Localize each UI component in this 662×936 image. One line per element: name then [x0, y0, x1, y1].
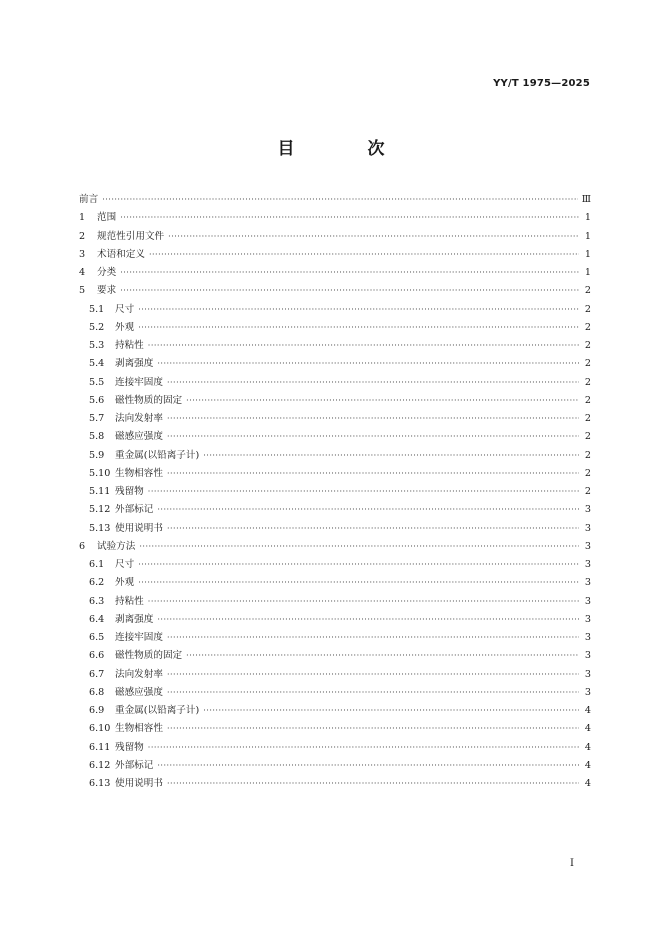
- standard-code: YY/T 1975—2025: [493, 78, 590, 89]
- toc-entry[interactable]: [79, 264, 591, 282]
- toc-entry-page: 3: [584, 577, 591, 589]
- toc-entry-page: Ⅲ: [581, 194, 591, 205]
- toc-entry-number: 5.10: [89, 467, 111, 479]
- toc-entry-page: 2: [584, 340, 591, 351]
- toc-entry[interactable]: [79, 611, 591, 629]
- toc-entry-number: 5.9: [89, 449, 105, 461]
- toc-entry-number: 6.1: [89, 559, 105, 570]
- toc-entry-number: 6: [79, 540, 86, 552]
- toc-entry-label: 试验方法: [97, 540, 136, 552]
- toc-entry-number: 5.4: [89, 358, 105, 370]
- dot-leader: [138, 301, 579, 319]
- dot-leader: [120, 282, 579, 300]
- toc-entry-number: 5.2: [89, 321, 105, 333]
- toc-entry[interactable]: [79, 465, 591, 483]
- page-number: I: [570, 858, 574, 869]
- dot-leader: [157, 611, 579, 629]
- toc-entry-number: 2: [79, 230, 86, 242]
- toc-entry[interactable]: [79, 392, 591, 410]
- dot-leader: [138, 319, 579, 337]
- dot-leader: [148, 593, 579, 611]
- dot-leader: [157, 501, 579, 519]
- toc-entry-number: 6.3: [89, 595, 105, 607]
- toc-entry-label: 生物相容性: [115, 723, 163, 735]
- toc-entry-label: 磁性物质的固定: [115, 394, 183, 406]
- toc-entry-page: 1: [584, 230, 591, 242]
- toc-entry[interactable]: [79, 702, 591, 720]
- toc-entry-label: 术语和定义: [97, 248, 145, 260]
- toc-entry-label: 规范性引用文件: [97, 230, 165, 242]
- toc-entry-page: 3: [584, 668, 591, 680]
- dot-leader: [120, 264, 579, 282]
- dot-leader: [167, 684, 579, 702]
- toc-entry-label: 外部标记: [115, 504, 154, 516]
- toc-entry-label: 连接牢固度: [115, 376, 163, 388]
- toc-entry-label: 外部标记: [115, 759, 154, 771]
- toc-entry[interactable]: [79, 301, 591, 319]
- toc-entry[interactable]: [79, 483, 591, 501]
- toc-entry-page: 3: [584, 686, 591, 698]
- dot-leader: [157, 355, 579, 373]
- toc-entry[interactable]: [79, 720, 591, 738]
- toc-entry[interactable]: [79, 191, 591, 209]
- toc-entry-label: 前言: [79, 194, 99, 205]
- toc-entry[interactable]: [79, 775, 591, 793]
- toc-entry-page: 3: [584, 595, 591, 607]
- dot-leader: [148, 337, 579, 355]
- toc-entry-number: 6.11: [89, 741, 111, 753]
- toc-entry[interactable]: [79, 355, 591, 373]
- dot-leader: [203, 447, 579, 465]
- dot-leader: [167, 720, 579, 738]
- toc-entry[interactable]: [79, 501, 591, 519]
- toc-entry-number: 6.6: [89, 650, 105, 662]
- toc-entry[interactable]: [79, 538, 591, 556]
- toc-entry[interactable]: [79, 209, 591, 227]
- dot-leader: [167, 374, 579, 392]
- toc-entry-label: 剥离强度: [115, 358, 154, 370]
- toc-entry-page: 2: [584, 285, 591, 297]
- toc-entry-page: 2: [584, 413, 591, 424]
- toc-entry-page: 3: [584, 632, 591, 643]
- toc-entry[interactable]: [79, 374, 591, 392]
- toc-entry[interactable]: [79, 447, 591, 465]
- toc-entry-number: 5.6: [89, 394, 105, 406]
- toc-entry-label: 持粘性: [115, 340, 144, 351]
- toc-entry-page: 1: [584, 267, 591, 278]
- dot-leader: [167, 428, 579, 446]
- toc-entry-label: 法向发射率: [115, 668, 163, 680]
- toc-entry-page: 1: [584, 248, 591, 260]
- dot-leader: [139, 538, 579, 556]
- dot-leader: [120, 209, 579, 227]
- toc-entry[interactable]: [79, 666, 591, 684]
- toc-entry-page: 4: [584, 741, 591, 753]
- dot-leader: [148, 739, 579, 757]
- toc-entry-number: 3: [79, 248, 86, 260]
- toc-entry[interactable]: [79, 574, 591, 592]
- page-title: 目 次: [277, 139, 413, 159]
- toc-entry-number: 6.12: [89, 759, 111, 771]
- toc-entry-number: 6.9: [89, 705, 105, 716]
- toc-entry-label: 磁感应强度: [115, 686, 163, 698]
- toc-entry[interactable]: [79, 684, 591, 702]
- toc-entry-page: 2: [584, 467, 591, 479]
- dot-leader: [138, 556, 579, 574]
- toc-entry-label: 重金属(以铅离子计): [115, 705, 200, 716]
- toc-entry-page: 4: [584, 723, 591, 735]
- toc-entry-number: 6.10: [89, 723, 111, 735]
- toc-entry-page: 3: [584, 540, 591, 552]
- toc-entry-label: 尺寸: [115, 559, 135, 570]
- toc-entry-label: 连接牢固度: [115, 632, 163, 643]
- toc-entry-page: 2: [584, 321, 591, 333]
- toc-entry-page: 2: [584, 394, 591, 406]
- toc-entry[interactable]: [79, 520, 591, 538]
- toc-entry-label: 尺寸: [115, 303, 135, 315]
- toc-entry-page: 4: [584, 705, 591, 716]
- toc-entry-page: 3: [584, 613, 591, 625]
- dot-leader: [186, 392, 579, 410]
- dot-leader: [148, 483, 579, 501]
- toc-entry-label: 残留物: [115, 741, 144, 753]
- toc-entry-label: 残留物: [115, 486, 144, 497]
- toc-entry-label: 外观: [115, 321, 135, 333]
- dot-leader: [167, 520, 579, 538]
- toc-entry-number: 6.8: [89, 686, 105, 698]
- toc-entry[interactable]: [79, 319, 591, 337]
- dot-leader: [167, 410, 579, 428]
- toc-entry-label: 使用说明书: [115, 778, 163, 789]
- toc-entry-label: 使用说明书: [115, 522, 163, 534]
- dot-leader: [168, 228, 579, 246]
- toc-entry-page: 3: [584, 522, 591, 534]
- toc-entry-number: 6.4: [89, 613, 105, 625]
- toc-entry-number: 5.12: [89, 504, 111, 516]
- dot-leader: [167, 629, 579, 647]
- toc-entry[interactable]: [79, 428, 591, 446]
- toc-entry-label: 生物相容性: [115, 467, 163, 479]
- toc-entry[interactable]: [79, 739, 591, 757]
- toc-entry-label: 法向发射率: [115, 413, 163, 424]
- toc-entry-number: 6.5: [89, 632, 105, 643]
- toc-entry-page: 4: [584, 778, 591, 789]
- table-of-contents: [79, 191, 591, 793]
- toc-entry-label: 磁性物质的固定: [115, 650, 183, 662]
- toc-entry[interactable]: [79, 593, 591, 611]
- toc-entry-label: 外观: [115, 577, 135, 589]
- dot-leader: [149, 246, 579, 264]
- toc-entry-page: 2: [584, 449, 591, 461]
- toc-entry-page: 3: [584, 650, 591, 662]
- toc-entry-page: 2: [584, 376, 591, 388]
- toc-entry-page: 2: [584, 358, 591, 370]
- toc-entry-page: 2: [584, 486, 591, 497]
- dot-leader: [167, 465, 579, 483]
- dot-leader: [167, 666, 579, 684]
- toc-entry[interactable]: [79, 647, 591, 665]
- toc-entry[interactable]: [79, 282, 591, 300]
- toc-entry-number: 4: [79, 267, 86, 278]
- toc-entry-page: 1: [584, 212, 591, 224]
- toc-entry-page: 4: [584, 759, 591, 771]
- toc-entry[interactable]: [79, 629, 591, 647]
- toc-entry-number: 5.1: [89, 303, 105, 315]
- toc-entry-number: 5.11: [89, 486, 111, 497]
- toc-entry[interactable]: [79, 757, 591, 775]
- toc-entry[interactable]: [79, 410, 591, 428]
- dot-leader: [186, 647, 579, 665]
- toc-entry-number: 5.13: [89, 522, 111, 534]
- toc-entry-number: 6.13: [89, 778, 111, 789]
- dot-leader: [102, 191, 578, 209]
- toc-entry-number: 5.7: [89, 413, 105, 424]
- toc-entry-label: 磁感应强度: [115, 431, 163, 443]
- dot-leader: [167, 775, 579, 793]
- toc-entry-number: 6.2: [89, 577, 105, 589]
- toc-entry-label: 剥离强度: [115, 613, 154, 625]
- toc-entry[interactable]: [79, 246, 591, 264]
- dot-leader: [138, 574, 579, 592]
- toc-entry-number: 5.5: [89, 376, 105, 388]
- toc-entry-label: 持粘性: [115, 595, 144, 607]
- dot-leader: [203, 702, 579, 720]
- toc-entry-page: 3: [584, 559, 591, 570]
- toc-entry-number: 5: [79, 285, 86, 297]
- toc-entry-page: 2: [584, 303, 591, 315]
- toc-entry-number: 1: [79, 212, 86, 224]
- toc-entry[interactable]: [79, 337, 591, 355]
- toc-entry-page: 3: [584, 504, 591, 516]
- toc-entry-label: 范围: [97, 212, 117, 224]
- toc-entry-label: 重金属(以铅离子计): [115, 449, 200, 461]
- toc-entry-label: 分类: [97, 267, 117, 278]
- toc-entry-page: 2: [584, 431, 591, 443]
- toc-entry-label: 要求: [97, 285, 117, 297]
- dot-leader: [157, 757, 579, 775]
- toc-entry-number: 5.8: [89, 431, 105, 443]
- toc-entry-number: 5.3: [89, 340, 105, 351]
- toc-entry-number: 6.7: [89, 668, 105, 680]
- toc-entry[interactable]: [79, 556, 591, 574]
- toc-entry[interactable]: [79, 228, 591, 246]
